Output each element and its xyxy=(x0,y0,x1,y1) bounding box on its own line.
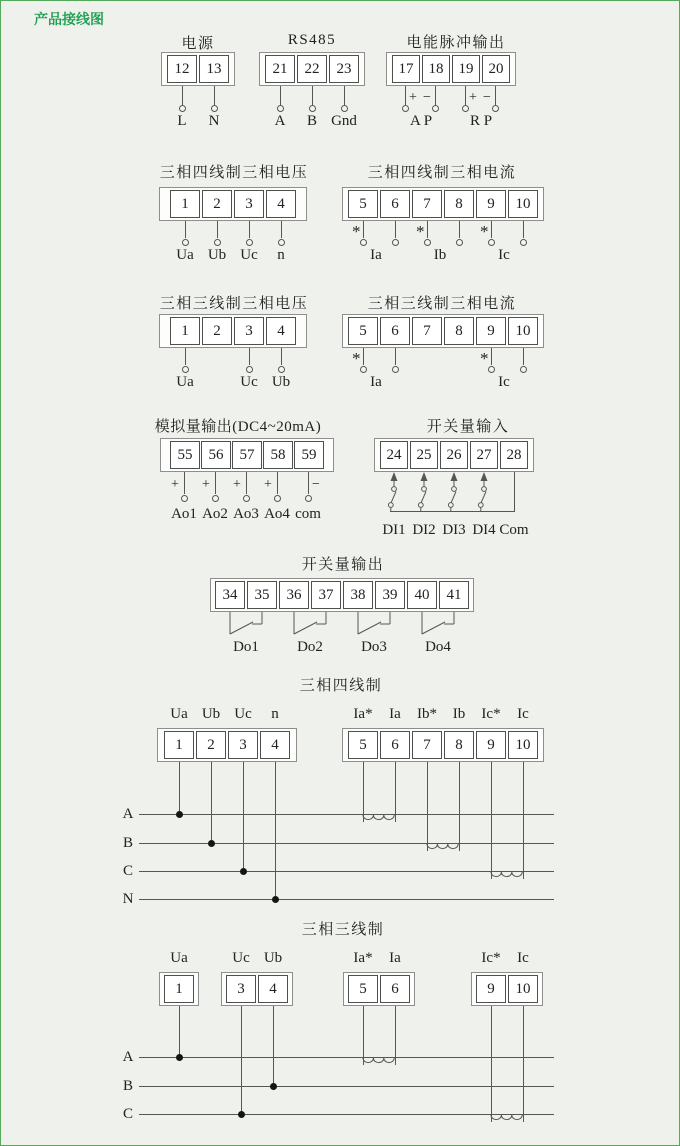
phase-label-A: A xyxy=(122,1049,134,1065)
terminal-2: 2 xyxy=(202,190,232,218)
wire xyxy=(363,348,364,365)
terminal-circle xyxy=(424,239,431,246)
terminal-7: 7 xyxy=(412,190,442,218)
terminal-24: 24 xyxy=(380,441,408,469)
wire-label-Com: Com xyxy=(499,522,529,538)
terminal-strip-w4-current xyxy=(342,728,544,762)
terminal-circle xyxy=(392,239,399,246)
wire xyxy=(277,472,278,494)
wire xyxy=(363,221,364,238)
wire xyxy=(405,86,406,105)
wire-label-Do1: Do1 xyxy=(233,639,259,655)
ct-coil-icon xyxy=(490,871,524,882)
group-title-w4: 三相四线制 xyxy=(299,678,383,694)
wire-label-Do4: Do4 xyxy=(425,639,451,655)
terminal-3: 3 xyxy=(226,975,256,1003)
relay-contact-icon xyxy=(293,612,327,638)
terminal-20: 20 xyxy=(482,55,510,83)
terminal-circle xyxy=(182,366,189,373)
polarity-star: * xyxy=(480,222,489,241)
terminal-35: 35 xyxy=(247,581,277,609)
bus-line-N xyxy=(139,899,554,900)
terminal-10: 10 xyxy=(508,190,538,218)
wire xyxy=(184,472,185,494)
terminal-9: 9 xyxy=(476,731,506,759)
wire xyxy=(308,472,309,494)
terminal-circle xyxy=(182,239,189,246)
wire xyxy=(523,762,524,879)
terminal-57: 57 xyxy=(232,441,262,469)
terminal-label-Ic: Ic xyxy=(517,950,529,966)
terminal-strip-rs485 xyxy=(259,52,365,86)
junction-dot xyxy=(272,896,279,903)
terminal-strip-dout xyxy=(210,578,474,612)
bus-line-B xyxy=(139,1086,554,1087)
terminal-circle xyxy=(492,105,499,112)
wire xyxy=(281,348,282,365)
terminal-label-Ic-star: Ic* xyxy=(481,950,501,966)
wire xyxy=(185,348,186,365)
wire xyxy=(182,86,183,105)
group-title-c4: 三相四线制三相电流 xyxy=(367,165,517,181)
phase-label-A: A xyxy=(122,806,134,822)
terminal-1: 1 xyxy=(164,731,194,759)
wire-label-Ua: Ua xyxy=(176,247,194,263)
terminal-label-Ub: Ub xyxy=(201,706,221,722)
terminal-23: 23 xyxy=(329,55,359,83)
terminal-9: 9 xyxy=(476,975,506,1003)
wire-label-Ua: Ua xyxy=(176,374,194,390)
terminal-label-Ic-star: Ic* xyxy=(481,706,501,722)
terminal-4: 4 xyxy=(260,731,290,759)
terminal-circle xyxy=(402,105,409,112)
terminal-strip-w3-ua xyxy=(159,972,199,1006)
junction-dot xyxy=(240,868,247,875)
terminal-59: 59 xyxy=(294,441,324,469)
relay-contact-icon xyxy=(421,612,455,638)
wire-label-AP: A P xyxy=(409,113,433,129)
wire xyxy=(491,762,492,879)
wire xyxy=(459,221,460,238)
terminal-55: 55 xyxy=(170,441,200,469)
terminal-56: 56 xyxy=(201,441,231,469)
wire-label-N: N xyxy=(208,113,220,129)
wire-label-Do2: Do2 xyxy=(297,639,323,655)
switch-icon xyxy=(445,472,463,512)
terminal-circle xyxy=(360,366,367,373)
terminal-circle xyxy=(246,366,253,373)
terminal-label-Ia: Ia xyxy=(389,950,401,966)
wire-label-DI1: DI1 xyxy=(382,522,406,538)
wire xyxy=(523,1006,524,1122)
terminal-2: 2 xyxy=(196,731,226,759)
wire-label-B: B xyxy=(306,113,318,129)
junction-dot xyxy=(238,1111,245,1118)
minus-sign: − xyxy=(483,90,491,105)
wire xyxy=(217,221,218,238)
wire-label-Ic: Ic xyxy=(498,374,510,390)
terminal-circle xyxy=(462,105,469,112)
wire xyxy=(491,348,492,365)
terminal-label-Ua: Ua xyxy=(170,706,188,722)
switch-icon xyxy=(415,472,433,512)
terminal-strip-w3-ucub xyxy=(221,972,293,1006)
group-title-power: 电源 xyxy=(181,36,215,52)
wire xyxy=(179,762,180,814)
terminal-circle xyxy=(488,366,495,373)
terminal-5: 5 xyxy=(348,731,378,759)
junction-dot xyxy=(208,840,215,847)
wire xyxy=(459,762,460,851)
terminal-label-Ia: Ia xyxy=(389,706,401,722)
wire-label-RP: R P xyxy=(469,113,493,129)
wire-label-n: n xyxy=(277,247,285,263)
terminal-13: 13 xyxy=(199,55,229,83)
wire-label-DI4: DI4 xyxy=(472,522,496,538)
plus-sign: + xyxy=(233,477,241,492)
terminal-28: 28 xyxy=(500,441,528,469)
terminal-strip-w3-ic xyxy=(471,972,543,1006)
wire xyxy=(215,472,216,494)
junction-dot xyxy=(176,811,183,818)
wire-label-com: com xyxy=(295,506,321,522)
terminal-8: 8 xyxy=(444,731,474,759)
terminal-6: 6 xyxy=(380,317,410,345)
bus-line-B xyxy=(139,843,554,844)
terminal-label-Ua: Ua xyxy=(170,950,188,966)
terminal-37: 37 xyxy=(311,581,341,609)
plus-sign: + xyxy=(202,477,210,492)
group-title-v4: 三相四线制三相电压 xyxy=(159,165,309,181)
terminal-circle xyxy=(360,239,367,246)
wire xyxy=(427,762,428,851)
terminal-40: 40 xyxy=(407,581,437,609)
terminal-5: 5 xyxy=(348,190,378,218)
wire xyxy=(312,86,313,105)
terminal-1: 1 xyxy=(170,190,200,218)
terminal-8: 8 xyxy=(444,317,474,345)
junction-dot xyxy=(176,1054,183,1061)
terminal-label-Ic: Ic xyxy=(517,706,529,722)
wire-label-Ic: Ic xyxy=(498,247,510,263)
terminal-34: 34 xyxy=(215,581,245,609)
wire-label-Uc: Uc xyxy=(240,247,258,263)
terminal-25: 25 xyxy=(410,441,438,469)
phase-label-B: B xyxy=(122,1078,134,1094)
terminal-7: 7 xyxy=(412,731,442,759)
terminal-circle xyxy=(392,366,399,373)
polarity-star: * xyxy=(480,349,489,368)
terminal-label-Ib-star: Ib* xyxy=(417,706,437,722)
terminal-27: 27 xyxy=(470,441,498,469)
terminal-41: 41 xyxy=(439,581,469,609)
terminal-21: 21 xyxy=(265,55,295,83)
terminal-label-Ub: Ub xyxy=(263,950,283,966)
terminal-strip-c4 xyxy=(342,187,544,221)
ct-coil-icon xyxy=(426,843,460,854)
terminal-38: 38 xyxy=(343,581,373,609)
wire-label-DI2: DI2 xyxy=(412,522,436,538)
terminal-circle xyxy=(520,366,527,373)
polarity-star: * xyxy=(416,222,425,241)
wire xyxy=(211,762,212,843)
terminal-6: 6 xyxy=(380,975,410,1003)
wire-label-L: L xyxy=(177,113,187,129)
wire xyxy=(241,1006,242,1114)
wire xyxy=(185,221,186,238)
terminal-22: 22 xyxy=(297,55,327,83)
group-title-c3: 三相三线制三相电流 xyxy=(367,296,517,312)
terminal-1: 1 xyxy=(164,975,194,1003)
common-wire xyxy=(390,511,515,512)
wire xyxy=(275,762,276,899)
terminal-circle xyxy=(341,105,348,112)
terminal-label-Uc: Uc xyxy=(232,950,250,966)
wire xyxy=(246,472,247,494)
terminal-strip-c3 xyxy=(342,314,544,348)
wire xyxy=(495,86,496,105)
terminal-3: 3 xyxy=(228,731,258,759)
group-title-rs485: RS485 xyxy=(287,32,337,48)
wire-label-Ub: Ub xyxy=(271,374,291,390)
junction-dot xyxy=(270,1083,277,1090)
terminal-10: 10 xyxy=(508,975,538,1003)
terminal-circle xyxy=(214,239,221,246)
group-title-din: 开关量输入 xyxy=(426,419,510,435)
terminal-5: 5 xyxy=(348,975,378,1003)
terminal-5: 5 xyxy=(348,317,378,345)
wire-label-A: A xyxy=(274,113,286,129)
phase-label-N: N xyxy=(122,891,134,907)
wire xyxy=(435,86,436,105)
terminal-58: 58 xyxy=(263,441,293,469)
phase-label-B: B xyxy=(122,835,134,851)
group-title-analog: 模拟量输出(DC4~20mA) xyxy=(154,419,322,435)
minus-sign: − xyxy=(312,477,320,492)
terminal-3: 3 xyxy=(234,317,264,345)
terminal-circle xyxy=(243,495,250,502)
terminal-6: 6 xyxy=(380,190,410,218)
terminal-circle xyxy=(456,239,463,246)
terminal-36: 36 xyxy=(279,581,309,609)
terminal-26: 26 xyxy=(440,441,468,469)
wire-label-Gnd: Gnd xyxy=(331,113,357,129)
page-title: 产品接线图 xyxy=(34,11,104,27)
terminal-label-Ia-star: Ia* xyxy=(353,706,373,722)
wire-label-Uc: Uc xyxy=(240,374,258,390)
wire-label-Ia: Ia xyxy=(370,374,382,390)
terminal-39: 39 xyxy=(375,581,405,609)
terminal-10: 10 xyxy=(508,317,538,345)
switch-icon xyxy=(475,472,493,512)
terminal-19: 19 xyxy=(452,55,480,83)
group-title-w3: 三相三线制 xyxy=(301,922,385,938)
terminal-label-Ib: Ib xyxy=(452,706,466,722)
terminal-circle xyxy=(309,105,316,112)
relay-contact-icon xyxy=(357,612,391,638)
terminal-4: 4 xyxy=(258,975,288,1003)
wire xyxy=(273,1006,274,1086)
wire xyxy=(249,348,250,365)
wire xyxy=(243,762,244,871)
terminal-circle xyxy=(305,495,312,502)
terminal-9: 9 xyxy=(476,317,506,345)
phase-label-C: C xyxy=(122,863,134,879)
terminal-17: 17 xyxy=(392,55,420,83)
terminal-2: 2 xyxy=(202,317,232,345)
ct-coil-icon xyxy=(490,1114,524,1125)
wire-label-Ao1: Ao1 xyxy=(171,506,197,522)
relay-contact-icon xyxy=(229,612,263,638)
bus-line-A xyxy=(139,1057,554,1058)
wire-label-Do3: Do3 xyxy=(361,639,387,655)
terminal-8: 8 xyxy=(444,190,474,218)
wire-label-Ao2: Ao2 xyxy=(202,506,228,522)
terminal-3: 3 xyxy=(234,190,264,218)
wire xyxy=(523,221,524,238)
terminal-label-Uc: Uc xyxy=(234,706,252,722)
minus-sign: − xyxy=(423,90,431,105)
plus-sign: + xyxy=(469,90,477,105)
wire xyxy=(179,1006,180,1057)
wire-label-Ao3: Ao3 xyxy=(233,506,259,522)
terminal-circle xyxy=(179,105,186,112)
terminal-circle xyxy=(432,105,439,112)
wire xyxy=(214,86,215,105)
terminal-strip-v3 xyxy=(159,314,307,348)
terminal-18: 18 xyxy=(422,55,450,83)
polarity-star: * xyxy=(352,349,361,368)
terminal-label-n: n xyxy=(271,706,279,722)
plus-sign: + xyxy=(409,90,417,105)
terminal-circle xyxy=(277,105,284,112)
terminal-circle xyxy=(212,495,219,502)
terminal-circle xyxy=(278,366,285,373)
switch-icon xyxy=(385,472,403,512)
terminal-1: 1 xyxy=(170,317,200,345)
wire xyxy=(427,221,428,238)
wire-label-Ao4: Ao4 xyxy=(264,506,290,522)
terminal-circle xyxy=(246,239,253,246)
wire xyxy=(514,472,515,512)
plus-sign: + xyxy=(171,477,179,492)
terminal-strip-w3-ia xyxy=(343,972,415,1006)
terminal-9: 9 xyxy=(476,190,506,218)
terminal-4: 4 xyxy=(266,317,296,345)
wire xyxy=(249,221,250,238)
wire xyxy=(523,348,524,365)
ct-coil-icon xyxy=(362,1057,396,1068)
terminal-label-Ia-star: Ia* xyxy=(353,950,373,966)
wire xyxy=(280,86,281,105)
terminal-strip-v4 xyxy=(159,187,307,221)
terminal-strip-pulse xyxy=(386,52,516,86)
group-title-pulse: 电能脉冲输出 xyxy=(406,35,506,51)
group-title-dout: 开关量输出 xyxy=(301,557,385,573)
wire xyxy=(281,221,282,238)
wire xyxy=(395,221,396,238)
wire xyxy=(395,762,396,822)
wire xyxy=(491,221,492,238)
terminal-strip-power xyxy=(161,52,235,86)
wire-label-Ib: Ib xyxy=(433,247,447,263)
terminal-circle xyxy=(181,495,188,502)
terminal-circle xyxy=(274,495,281,502)
wire xyxy=(465,86,466,105)
wire xyxy=(363,762,364,822)
wire-label-Ub: Ub xyxy=(207,247,227,263)
terminal-strip-din xyxy=(374,438,534,472)
terminal-6: 6 xyxy=(380,731,410,759)
terminal-circle xyxy=(278,239,285,246)
bus-line-A xyxy=(139,814,554,815)
phase-label-C: C xyxy=(122,1106,134,1122)
terminal-12: 12 xyxy=(167,55,197,83)
terminal-4: 4 xyxy=(266,190,296,218)
terminal-10: 10 xyxy=(508,731,538,759)
ct-coil-icon xyxy=(362,814,396,825)
wire xyxy=(395,348,396,365)
plus-sign: + xyxy=(264,477,272,492)
wire-label-Ia: Ia xyxy=(370,247,382,263)
polarity-star: * xyxy=(352,222,361,241)
wire xyxy=(491,1006,492,1122)
terminal-7: 7 xyxy=(412,317,442,345)
group-title-v3: 三相三线制三相电压 xyxy=(159,296,309,312)
wire xyxy=(344,86,345,105)
terminal-circle xyxy=(520,239,527,246)
terminal-strip-analog xyxy=(160,438,334,472)
terminal-circle xyxy=(488,239,495,246)
wire-label-DI3: DI3 xyxy=(442,522,466,538)
terminal-circle xyxy=(211,105,218,112)
terminal-strip-w4-voltage xyxy=(157,728,297,762)
